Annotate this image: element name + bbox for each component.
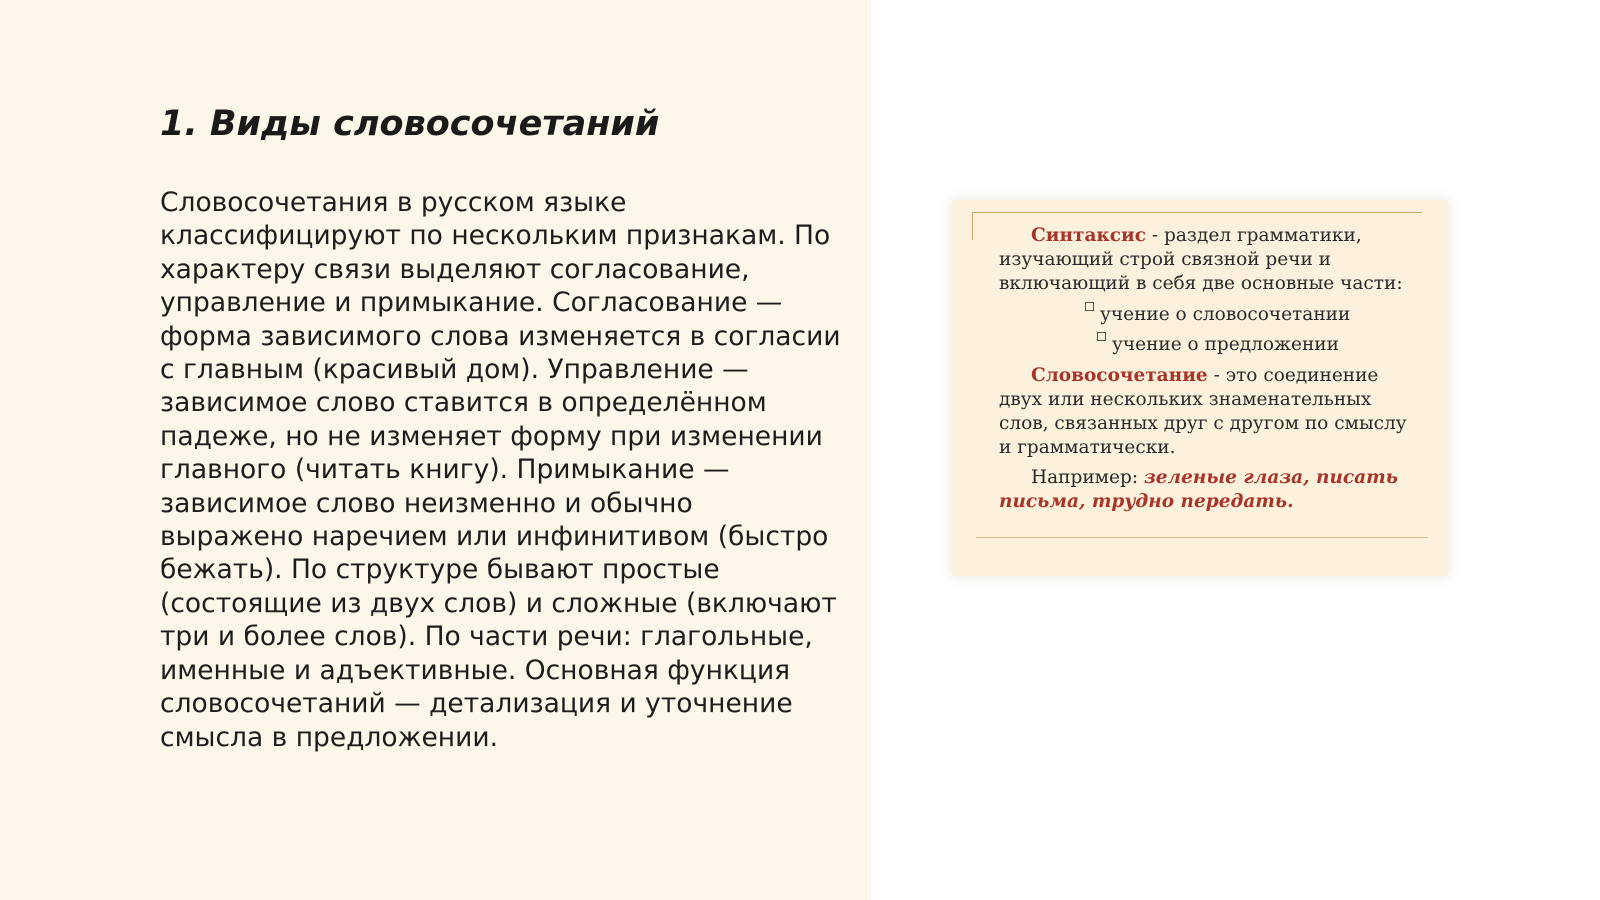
definition-card-image <box>952 200 1448 576</box>
card-top-rule <box>972 212 1422 213</box>
example-paragraph <box>999 466 1424 514</box>
body-line: характеру связи выделяют согласование, <box>160 253 750 285</box>
body-line: главного (читать книгу). Примыкание — <box>160 454 730 486</box>
slide-body-text <box>160 186 840 754</box>
syntax-definition-text: - раздел грамматики, изучающий строй связной речи и включающий в себя две основные части: <box>999 225 1403 294</box>
list-item <box>999 300 1424 330</box>
body-line: три и более слов). По части речи: глагольные, <box>160 621 813 653</box>
square-bullet-icon <box>1085 302 1094 311</box>
body-line: выражено наречием или инфинитивом (быстро <box>160 521 829 553</box>
body-line: (состоящие из двух слов) и сложные (включают <box>160 587 837 619</box>
body-line: словосочетаний — детализация и уточнение <box>160 688 793 720</box>
body-line: с главным (красивый дом). Управление — <box>160 354 749 386</box>
example-label: Например: <box>1031 467 1144 488</box>
body-line: форма зависимого слова изменяется в согласии <box>160 320 841 352</box>
body-line: управление и примыкание. Согласование — <box>160 287 783 319</box>
body-line: бежать). По структуре бывают простые <box>160 554 720 586</box>
syntax-definition <box>999 224 1424 296</box>
body-line: Словосочетания в русском языке <box>160 187 627 218</box>
body-line: классифицируют по нескольким признакам. По <box>160 220 831 252</box>
square-bullet-icon <box>1097 332 1106 341</box>
body-line: зависимое слово ставится в определённом <box>160 387 767 419</box>
card-corner-rule <box>972 212 973 240</box>
list-item <box>999 330 1424 360</box>
list-item-label: учение о словосочетании <box>1100 304 1351 325</box>
card-bottom-rule <box>976 537 1428 538</box>
body-line: смысла в предложении. <box>160 721 498 753</box>
body-line: падеже, но не изменяет форму при изменении <box>160 420 823 452</box>
list-item-label: учение о предложении <box>1112 334 1339 355</box>
phrase-definition-text: - это соединение двух или нескольких знаменательных слов, связанных друг с другом по смыслу и грамматически. <box>999 365 1407 458</box>
card-text <box>999 224 1424 514</box>
syntax-parts-list <box>999 300 1424 360</box>
body-line: именные и адъективные. Основная функция <box>160 654 791 686</box>
example-words: зеленые глаза, писать письма, трудно передать. <box>999 467 1398 512</box>
phrase-term: Словосочетание <box>1031 365 1208 386</box>
slide-title: 1. Виды словосочетаний <box>160 104 660 144</box>
body-line: зависимое слово неизменно и обычно <box>160 487 693 519</box>
syntax-term: Синтаксис <box>1031 225 1147 246</box>
phrase-definition <box>999 364 1424 460</box>
